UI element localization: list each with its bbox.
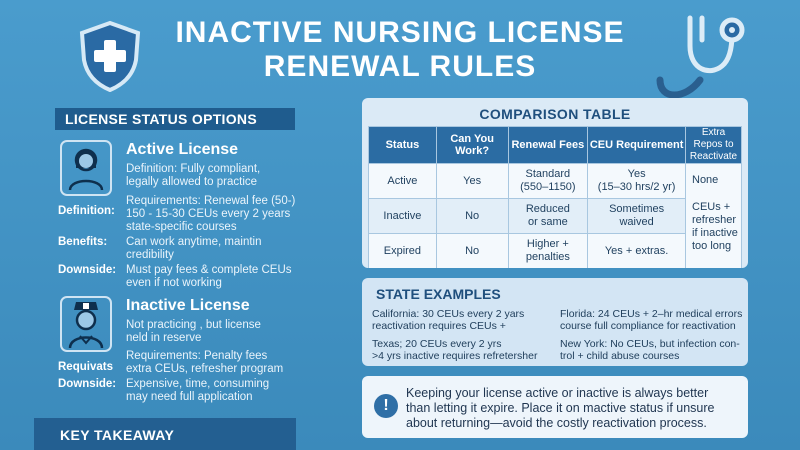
requirements-label: Requivats [58, 361, 113, 373]
california-line1: California: 30 CEUs every 2 yars [372, 308, 525, 320]
license-status-header: LICENSE STATUS OPTIONS [55, 108, 295, 130]
inactive-req-line2: extra CEUs, refresher program [126, 363, 284, 375]
benefits-label: Benefits: [58, 236, 108, 248]
downside-label: Downside: [58, 264, 117, 276]
header-status: Status [369, 127, 437, 164]
page-title: INACTIVE NURSING LICENSE RENEWAL RULES [175, 16, 625, 83]
active-license-title: Active License [126, 141, 239, 158]
benefits-line1: Can work anytime, maintin [126, 236, 262, 248]
exclamation-icon: ! [374, 394, 398, 418]
state-examples-panel [362, 278, 748, 366]
cell-status: Inactive [369, 199, 437, 234]
inactive-downside-line2: may need full application [126, 391, 253, 403]
inactive-line2: neld in reserve [126, 332, 202, 344]
cell-fees: Standard (550–1150) [508, 164, 588, 199]
shield-cross-icon [78, 20, 142, 92]
downside-line2: even if not working [126, 277, 222, 289]
table-header-row [369, 127, 742, 164]
cell-extra: None CEUs + refresher if inactive too long [686, 164, 742, 269]
takeaway-text: Keeping your license active or inactive is always better than letting it expire. Place it on mactive status if unsure about returning—avoid the costly reactivation process. [406, 386, 715, 430]
inactive-downside-line1: Expensive, time, consuming [126, 378, 270, 390]
cell-fees: Reduced or same [508, 199, 588, 234]
cell-ceu: Sometimes waived [588, 199, 686, 234]
newyork-line2: trol + child abuse courses [560, 350, 680, 362]
state-examples-title: STATE EXAMPLES [376, 286, 501, 302]
inactive-line1: Not practicing , but license [126, 319, 261, 331]
cell-status: Expired [369, 234, 437, 269]
newyork-line1: New York: No CEUs, but infection con- [560, 338, 740, 350]
downside-line1: Must pay fees & complete CEUs [126, 264, 292, 276]
active-req-line3: state-specific courses [126, 221, 237, 233]
key-takeaway-header: KEY TAKEAWAY [34, 418, 296, 450]
cell-work: Yes [436, 164, 508, 199]
cell-work: No [436, 234, 508, 269]
active-definition-line2: legally allowed to practice [126, 176, 258, 188]
cell-ceu: Yes (15–30 hrs/2 yr) [588, 164, 686, 199]
header-ceu: CEU Requirement [588, 127, 686, 164]
inactive-req-line1: Requirements: Penalty fees [126, 350, 268, 362]
inactive-license-title: Inactive License [126, 297, 250, 314]
cell-fees: Higher + penalties [508, 234, 588, 269]
nurse-avatar-icon [60, 140, 112, 196]
comparison-table [368, 126, 742, 268]
benefits-line2: credibility [126, 249, 174, 261]
takeaway-panel [362, 376, 748, 438]
active-definition-line1: Definition: Fully compliant, [126, 163, 261, 175]
active-req-line1: Requirements: Renewal fee (50-) [126, 195, 296, 207]
inactive-downside-label: Downside: [58, 378, 117, 390]
header-can-work: Can You Work? [436, 127, 508, 164]
texas-line2: >4 yrs inactive requires refretersher [372, 350, 538, 362]
cell-ceu: Yes + extras. [588, 234, 686, 269]
stethoscope-icon [640, 10, 750, 110]
active-req-line2: 150 - 15-30 CEUs every 2 years [126, 208, 291, 220]
header-renewal-fees: Renewal Fees [508, 127, 588, 164]
comparison-table-panel [362, 98, 748, 268]
definition-label: Definition: [58, 205, 115, 217]
table-row [369, 164, 742, 199]
florida-line1: Florida: 24 CEUs + 2–hr medical errors [560, 308, 743, 320]
cell-work: No [436, 199, 508, 234]
florida-line2: course full compliance for reactivation [560, 320, 736, 332]
cell-status: Active [369, 164, 437, 199]
comparison-table-title: COMPARISON TABLE [479, 106, 631, 122]
nurse-cap-avatar-icon [60, 296, 112, 352]
header-extra: Extra Repos to Reactivate [686, 127, 742, 164]
texas-line1: Texas; 20 CEUs every 2 yrs [372, 338, 502, 350]
california-line2: reactivation requires CEUs + [372, 320, 506, 332]
